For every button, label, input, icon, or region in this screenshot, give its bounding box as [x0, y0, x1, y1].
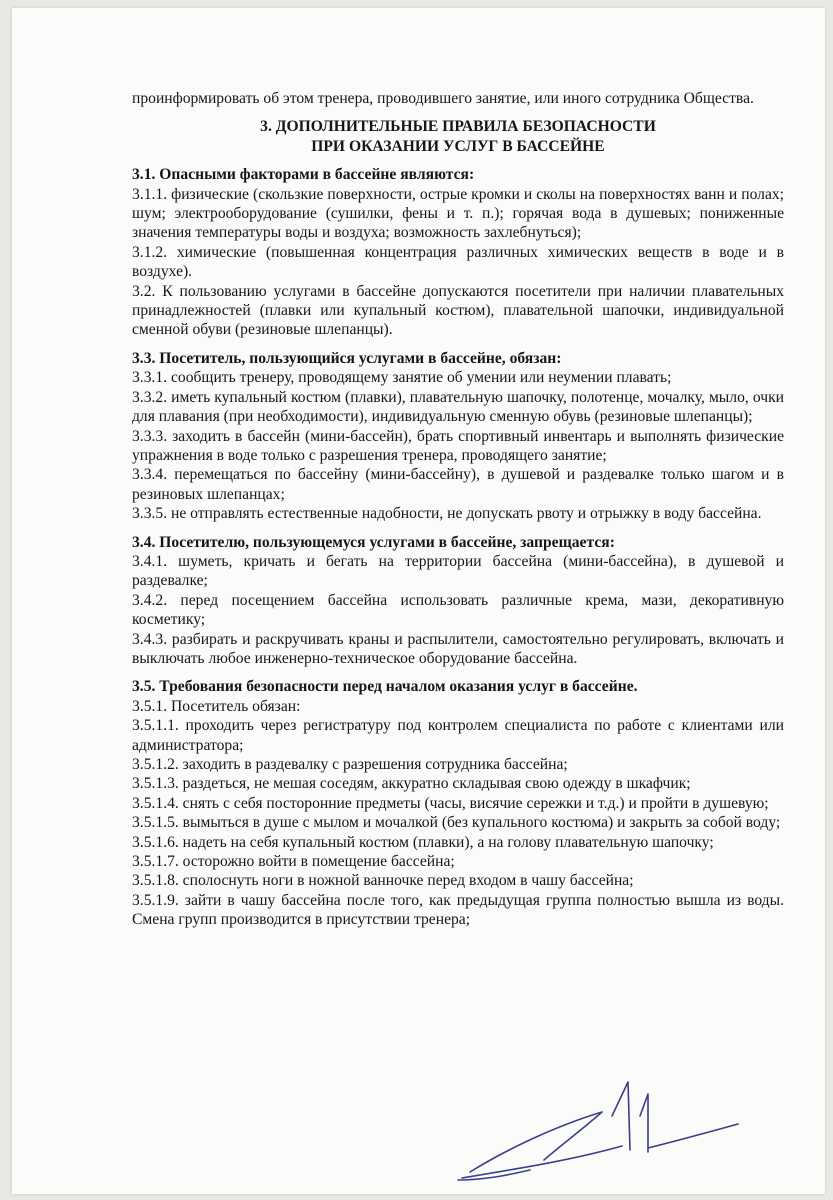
- subsection-3-4-heading: 3.4. Посетителю, пользующемуся услугами в бассейне, запрещается:: [132, 533, 615, 551]
- clause-3-5-1-1: 3.5.1.1. проходить через регистратуру под контролем специалиста по работе с клиентами или администратора;: [132, 717, 784, 754]
- clause-3-5-1: 3.5.1. Посетитель обязан:: [132, 697, 301, 715]
- clause-3-4-1: 3.4.1. шуметь, кричать и бегать на территории бассейна (мини-бассейна), в душевой и раздевалке;: [132, 552, 784, 590]
- clause-3-3-3: 3.3.3. заходить в бассейн (мини-бассейн), брать спортивный инвентарь и выполнять физические упражнения в воде только с разрешения тренера, проводящего занятие;: [132, 427, 784, 464]
- clause-3-3-4: 3.3.4. перемещаться по бассейну (мини-бассейну), в душевой и раздевалке только шагом и в резиновых шлепанцах;: [132, 466, 784, 503]
- document-body: [132, 89, 784, 930]
- clause-3-5-1-2: 3.5.1.2. заходить в раздевалку с разрешения сотрудника бассейна;: [132, 756, 568, 773]
- document-page: [12, 8, 825, 1194]
- clause-3-5-1-4: 3.5.1.4. снять с себя посторонние предметы (часы, висячие сережки и т.д.) и пройти в душевую;: [132, 794, 769, 812]
- clause-3-5-1-5: 3.5.1.5. вымыться в душе с мылом и мочалкой (без купального костюма) и закрыть за собой воду;: [132, 814, 781, 832]
- clause-3-5-1-8: 3.5.1.8. сполоснуть ноги в ножной ванночке перед входом в чашу бассейна;: [132, 872, 634, 890]
- clause-3-1-1: 3.1.1. физические (скользкие поверхности, острые кромки и сколы на поверхностях ванн и полах; шум; электрооборудование (сушилки, фены и т. п.); горячая вода в душевых; пониженные значения температуры воды и воздуха; возможность захлебнуться);: [132, 185, 784, 242]
- clause-3-5-1-9: 3.5.1.9. зайти в чашу бассейна после того, как предыдущая группа полностью вышла из воды. Смена групп производится в присутствии тренера;: [132, 891, 784, 929]
- clause-3-4-2: 3.4.2. перед посещением бассейна использовать различные крема, мази, декоративную косметику;: [132, 591, 784, 629]
- section-title-line-2: ПРИ ОКАЗАНИИ УСЛУГ В БАССЕЙНЕ: [311, 137, 605, 155]
- clause-3-4-3: 3.4.3. разбирать и раскручивать краны и распылители, самостоятельно регулировать, включать и выключать любое инженерно-техническое оборудование бассейна.: [132, 630, 784, 667]
- handwritten-signature: [452, 1076, 742, 1186]
- clause-3-5-1-3: 3.5.1.3. раздеться, не мешая соседям, аккуратно складывая свою одежду в шкафчик;: [132, 775, 691, 793]
- clause-3-2: 3.2. К пользованию услугами в бассейне допускаются посетители при наличии плавательных принадлежностей (плавки или купальный костюм), плавательной шапочки, индивидуальной сменной обуви (резиновые шлепанцы).: [132, 282, 784, 339]
- clause-3-1-2: 3.1.2. химические (повышенная концентрация различных химических веществ в воде и в воздухе).: [132, 243, 784, 281]
- continuation-paragraph: проинформировать об этом тренера, проводившего занятие, или иного сотрудника Общества.: [132, 90, 754, 107]
- clause-3-3-5: 3.3.5. не отправлять естественные надобности, не допускать рвоту и отрыжку в воду бассейна.: [132, 505, 762, 523]
- section-title-line-1: 3. ДОПОЛНИТЕЛЬНЫЕ ПРАВИЛА БЕЗОПАСНОСТИ: [260, 118, 656, 136]
- clause-3-3-2: 3.3.2. иметь купальный костюм (плавки), плавательную шапочку, полотенце, мочалку, мыло, очки для плавания (при необходимости), индивидуальную сменную обувь (резиновые шлепанцы);: [132, 388, 784, 426]
- subsection-3-3-heading: 3.3. Посетитель, пользующийся услугами в бассейне, обязан:: [132, 349, 562, 367]
- clause-3-5-1-6: 3.5.1.6. надеть на себя купальный костюм (плавки), а на голову плавательную шапочку;: [132, 833, 714, 851]
- subsection-3-1-heading: 3.1. Опасными факторами в бассейне являются:: [132, 166, 475, 184]
- clause-3-5-1-7: 3.5.1.7. осторожно войти в помещение бассейна;: [132, 853, 455, 871]
- subsection-3-5-heading: 3.5. Требования безопасности перед началом оказания услуг в бассейне.: [132, 678, 638, 696]
- clause-3-3-1: 3.3.1. сообщить тренеру, проводящему занятие об умении или неумении плавать;: [132, 369, 672, 387]
